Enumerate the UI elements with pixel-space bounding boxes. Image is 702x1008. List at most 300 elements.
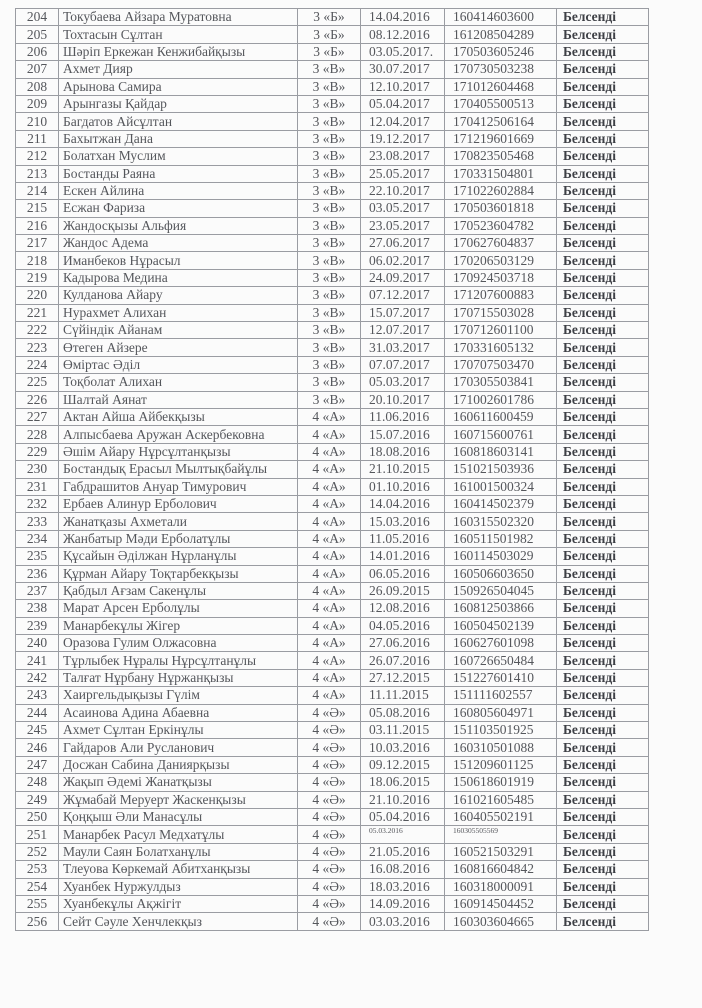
class-grade-cell: 3 «В» xyxy=(298,235,361,252)
student-table-body xyxy=(16,9,649,931)
student-name-cell: Арынгазы Қайдар xyxy=(59,95,298,112)
iin-number-cell: 160611600459 xyxy=(445,408,557,425)
class-grade-cell: 4 «А» xyxy=(298,635,361,652)
student-name-cell: Құсайын Әділжан Нұрланұлы xyxy=(59,548,298,565)
student-name-cell: Шәріп Еркежан Кенжибайқызы xyxy=(59,43,298,60)
status-cell: Белсенді xyxy=(557,95,649,112)
status-cell: Белсенді xyxy=(557,565,649,582)
iin-number-cell: 151103501925 xyxy=(445,722,557,739)
row-number-cell: 230 xyxy=(16,461,59,478)
student-name-cell: Бахытжан Дана xyxy=(59,130,298,147)
iin-number-cell: 170206503129 xyxy=(445,252,557,269)
student-name-cell: Жандосқызы Альфия xyxy=(59,217,298,234)
iin-number-cell: 160818603141 xyxy=(445,443,557,460)
class-grade-cell: 4 «Ә» xyxy=(298,913,361,930)
status-cell: Белсенді xyxy=(557,165,649,182)
status-cell: Белсенді xyxy=(557,26,649,43)
birth-date-cell: 20.10.2017 xyxy=(361,391,445,408)
class-grade-cell: 3 «Б» xyxy=(298,26,361,43)
row-number-cell: 213 xyxy=(16,165,59,182)
student-name-cell: Ескен Айлина xyxy=(59,182,298,199)
student-name-cell: Жанбатыр Мәди Ерболатұлы xyxy=(59,530,298,547)
status-cell: Белсенді xyxy=(557,808,649,825)
row-number-cell: 256 xyxy=(16,913,59,930)
row-number-cell: 231 xyxy=(16,478,59,495)
birth-date-cell: 12.10.2017 xyxy=(361,78,445,95)
class-grade-cell: 3 «В» xyxy=(298,252,361,269)
table-row xyxy=(16,287,649,304)
class-grade-cell: 4 «Ә» xyxy=(298,861,361,878)
iin-number-cell: 150618601919 xyxy=(445,774,557,791)
table-row xyxy=(16,322,649,339)
birth-date-cell: 14.09.2016 xyxy=(361,895,445,912)
class-grade-cell: 3 «В» xyxy=(298,61,361,78)
birth-date-cell: 08.12.2016 xyxy=(361,26,445,43)
iin-number-cell: 161001500324 xyxy=(445,478,557,495)
table-row xyxy=(16,826,649,843)
iin-number-cell: 160310501088 xyxy=(445,739,557,756)
row-number-cell: 252 xyxy=(16,843,59,860)
status-cell: Белсенді xyxy=(557,200,649,217)
status-cell: Белсенді xyxy=(557,878,649,895)
row-number-cell: 253 xyxy=(16,861,59,878)
status-cell: Белсенді xyxy=(557,461,649,478)
table-row xyxy=(16,408,649,425)
birth-date-cell: 15.07.2016 xyxy=(361,426,445,443)
birth-date-cell: 22.10.2017 xyxy=(361,182,445,199)
birth-date-cell: 19.12.2017 xyxy=(361,130,445,147)
birth-date-cell: 18.03.2016 xyxy=(361,878,445,895)
student-name-cell: Тоқболат Алихан xyxy=(59,374,298,391)
row-number-cell: 246 xyxy=(16,739,59,756)
iin-number-cell: 170503605246 xyxy=(445,43,557,60)
student-name-cell: Тұрлыбек Нұралы Нұрсұлтанұлы xyxy=(59,652,298,669)
status-cell: Белсенді xyxy=(557,495,649,512)
student-name-cell: Құрман Айару Тоқтарбекқызы xyxy=(59,565,298,582)
status-cell: Белсенді xyxy=(557,513,649,530)
iin-number-cell: 160405502191 xyxy=(445,808,557,825)
row-number-cell: 222 xyxy=(16,322,59,339)
class-grade-cell: 3 «В» xyxy=(298,182,361,199)
birth-date-cell: 05.04.2016 xyxy=(361,808,445,825)
iin-number-cell: 160114503029 xyxy=(445,548,557,565)
table-row xyxy=(16,582,649,599)
status-cell: Белсенді xyxy=(557,443,649,460)
student-name-cell: Жақып Әдемі Жанатқызы xyxy=(59,774,298,791)
row-number-cell: 211 xyxy=(16,130,59,147)
birth-date-cell: 05.03.2017 xyxy=(361,374,445,391)
student-name-cell: Арынова Самира xyxy=(59,78,298,95)
birth-date-cell: 07.12.2017 xyxy=(361,287,445,304)
class-grade-cell: 3 «В» xyxy=(298,78,361,95)
status-cell: Белсенді xyxy=(557,530,649,547)
status-cell: Белсенді xyxy=(557,704,649,721)
table-row xyxy=(16,9,649,26)
class-grade-cell: 3 «В» xyxy=(298,148,361,165)
row-number-cell: 219 xyxy=(16,269,59,286)
table-row xyxy=(16,130,649,147)
row-number-cell: 244 xyxy=(16,704,59,721)
student-name-cell: Талғат Нұрбану Нұржанқызы xyxy=(59,669,298,686)
table-row xyxy=(16,843,649,860)
iin-number-cell: 160816604842 xyxy=(445,861,557,878)
iin-number-cell: 160627601098 xyxy=(445,635,557,652)
iin-number-cell: 170305503841 xyxy=(445,374,557,391)
student-name-cell: Кадырова Медина xyxy=(59,269,298,286)
student-name-cell: Нурахмет Алихан xyxy=(59,304,298,321)
iin-number-cell: 160726650484 xyxy=(445,652,557,669)
class-grade-cell: 4 «А» xyxy=(298,565,361,582)
class-grade-cell: 4 «А» xyxy=(298,513,361,530)
student-name-cell: Тлеуова Көркемай Абитханқызы xyxy=(59,861,298,878)
class-grade-cell: 4 «Ә» xyxy=(298,808,361,825)
table-row xyxy=(16,687,649,704)
table-row xyxy=(16,374,649,391)
row-number-cell: 245 xyxy=(16,722,59,739)
status-cell: Белсенді xyxy=(557,408,649,425)
iin-number-cell: 160305505569 xyxy=(445,826,557,843)
student-name-cell: Жандос Адема xyxy=(59,235,298,252)
birth-date-cell: 10.03.2016 xyxy=(361,739,445,756)
iin-number-cell: 160303604665 xyxy=(445,913,557,930)
status-cell: Белсенді xyxy=(557,756,649,773)
birth-date-cell: 30.07.2017 xyxy=(361,61,445,78)
student-name-cell: Иманбеков Нұрасыл xyxy=(59,252,298,269)
status-cell: Белсенді xyxy=(557,217,649,234)
birth-date-cell: 11.06.2016 xyxy=(361,408,445,425)
class-grade-cell: 4 «Ә» xyxy=(298,704,361,721)
row-number-cell: 221 xyxy=(16,304,59,321)
table-row xyxy=(16,95,649,112)
student-name-cell: Манарбекұлы Жігер xyxy=(59,617,298,634)
row-number-cell: 227 xyxy=(16,408,59,425)
table-row xyxy=(16,43,649,60)
birth-date-cell: 27.06.2016 xyxy=(361,635,445,652)
class-grade-cell: 4 «А» xyxy=(298,617,361,634)
birth-date-cell: 26.07.2016 xyxy=(361,652,445,669)
status-cell: Белсенді xyxy=(557,130,649,147)
row-number-cell: 208 xyxy=(16,78,59,95)
student-name-cell: Хаиргельдықызы Гүлім xyxy=(59,687,298,704)
student-name-cell: Актан Айша Айбекқызы xyxy=(59,408,298,425)
table-row xyxy=(16,61,649,78)
birth-date-cell: 14.01.2016 xyxy=(361,548,445,565)
student-name-cell: Оразова Гулим Олжасовна xyxy=(59,635,298,652)
table-row xyxy=(16,26,649,43)
row-number-cell: 242 xyxy=(16,669,59,686)
iin-number-cell: 170627604837 xyxy=(445,235,557,252)
row-number-cell: 237 xyxy=(16,582,59,599)
row-number-cell: 216 xyxy=(16,217,59,234)
birth-date-cell: 25.05.2017 xyxy=(361,165,445,182)
class-grade-cell: 4 «Ә» xyxy=(298,722,361,739)
row-number-cell: 254 xyxy=(16,878,59,895)
student-name-cell: Ахмет Сұлтан Еркінұлы xyxy=(59,722,298,739)
table-row xyxy=(16,356,649,373)
class-grade-cell: 3 «В» xyxy=(298,217,361,234)
table-row xyxy=(16,774,649,791)
status-cell: Белсенді xyxy=(557,617,649,634)
class-grade-cell: 3 «Б» xyxy=(298,43,361,60)
class-grade-cell: 4 «А» xyxy=(298,461,361,478)
birth-date-cell: 15.03.2016 xyxy=(361,513,445,530)
table-row xyxy=(16,200,649,217)
birth-date-cell: 12.07.2017 xyxy=(361,322,445,339)
row-number-cell: 212 xyxy=(16,148,59,165)
iin-number-cell: 160521503291 xyxy=(445,843,557,860)
birth-date-cell: 03.05.2017 xyxy=(361,200,445,217)
student-name-cell: Кулданова Айару xyxy=(59,287,298,304)
birth-date-cell: 06.05.2016 xyxy=(361,565,445,582)
status-cell: Белсенді xyxy=(557,148,649,165)
row-number-cell: 233 xyxy=(16,513,59,530)
table-row xyxy=(16,548,649,565)
status-cell: Белсенді xyxy=(557,739,649,756)
iin-number-cell: 151021503936 xyxy=(445,461,557,478)
iin-number-cell: 160812503866 xyxy=(445,600,557,617)
status-cell: Белсенді xyxy=(557,722,649,739)
row-number-cell: 220 xyxy=(16,287,59,304)
class-grade-cell: 3 «В» xyxy=(298,165,361,182)
student-name-cell: Габдрашитов Ануар Тимурович xyxy=(59,478,298,495)
class-grade-cell: 4 «А» xyxy=(298,582,361,599)
table-row xyxy=(16,756,649,773)
status-cell: Белсенді xyxy=(557,304,649,321)
row-number-cell: 255 xyxy=(16,895,59,912)
table-row xyxy=(16,791,649,808)
class-grade-cell: 4 «Ә» xyxy=(298,774,361,791)
student-name-cell: Өміртас Әділ xyxy=(59,356,298,373)
iin-number-cell: 171207600883 xyxy=(445,287,557,304)
iin-number-cell: 160715600761 xyxy=(445,426,557,443)
table-row xyxy=(16,913,649,930)
row-number-cell: 206 xyxy=(16,43,59,60)
table-row xyxy=(16,565,649,582)
row-number-cell: 210 xyxy=(16,113,59,130)
student-name-cell: Манарбек Расул Медхатұлы xyxy=(59,826,298,843)
student-name-cell: Марат Арсен Ерболұлы xyxy=(59,600,298,617)
iin-number-cell: 171022602884 xyxy=(445,182,557,199)
birth-date-cell: 01.10.2016 xyxy=(361,478,445,495)
row-number-cell: 205 xyxy=(16,26,59,43)
status-cell: Белсенді xyxy=(557,791,649,808)
table-row xyxy=(16,722,649,739)
birth-date-cell: 14.04.2016 xyxy=(361,495,445,512)
table-row xyxy=(16,669,649,686)
status-cell: Белсенді xyxy=(557,895,649,912)
iin-number-cell: 170730503238 xyxy=(445,61,557,78)
birth-date-cell: 04.05.2016 xyxy=(361,617,445,634)
student-name-cell: Қабдыл Ағзам Сакенұлы xyxy=(59,582,298,599)
iin-number-cell: 171219601669 xyxy=(445,130,557,147)
row-number-cell: 215 xyxy=(16,200,59,217)
birth-date-cell: 11.05.2016 xyxy=(361,530,445,547)
class-grade-cell: 3 «В» xyxy=(298,304,361,321)
table-row xyxy=(16,861,649,878)
table-row xyxy=(16,478,649,495)
table-row xyxy=(16,878,649,895)
row-number-cell: 226 xyxy=(16,391,59,408)
row-number-cell: 218 xyxy=(16,252,59,269)
row-number-cell: 232 xyxy=(16,495,59,512)
row-number-cell: 204 xyxy=(16,9,59,26)
status-cell: Белсенді xyxy=(557,669,649,686)
class-grade-cell: 4 «Ә» xyxy=(298,826,361,843)
birth-date-cell: 05.04.2017 xyxy=(361,95,445,112)
student-name-cell: Бостандық Ерасыл Мылтықбайұлы xyxy=(59,461,298,478)
table-row xyxy=(16,443,649,460)
iin-number-cell: 151111602557 xyxy=(445,687,557,704)
row-number-cell: 234 xyxy=(16,530,59,547)
student-name-cell: Тохтасын Сұлтан xyxy=(59,26,298,43)
student-name-cell: Есжан Фариза xyxy=(59,200,298,217)
iin-number-cell: 151209601125 xyxy=(445,756,557,773)
birth-date-cell: 26.09.2015 xyxy=(361,582,445,599)
iin-number-cell: 160315502320 xyxy=(445,513,557,530)
class-grade-cell: 4 «А» xyxy=(298,652,361,669)
table-row xyxy=(16,182,649,199)
iin-number-cell: 161021605485 xyxy=(445,791,557,808)
birth-date-cell: 21.10.2016 xyxy=(361,791,445,808)
birth-date-cell: 03.11.2015 xyxy=(361,722,445,739)
student-name-cell: Ахмет Дияр xyxy=(59,61,298,78)
student-table xyxy=(15,8,649,931)
status-cell: Белсенді xyxy=(557,687,649,704)
class-grade-cell: 3 «Б» xyxy=(298,9,361,26)
status-cell: Белсенді xyxy=(557,478,649,495)
status-cell: Белсенді xyxy=(557,861,649,878)
class-grade-cell: 3 «В» xyxy=(298,287,361,304)
status-cell: Белсенді xyxy=(557,43,649,60)
iin-number-cell: 160318000091 xyxy=(445,878,557,895)
student-name-cell: Досжан Сабина Даниярқызы xyxy=(59,756,298,773)
iin-number-cell: 160914504452 xyxy=(445,895,557,912)
iin-number-cell: 170823505468 xyxy=(445,148,557,165)
table-row xyxy=(16,461,649,478)
class-grade-cell: 4 «Ә» xyxy=(298,895,361,912)
student-name-cell: Бостанды Раяна xyxy=(59,165,298,182)
iin-number-cell: 160504502139 xyxy=(445,617,557,634)
iin-number-cell: 170405500513 xyxy=(445,95,557,112)
row-number-cell: 239 xyxy=(16,617,59,634)
birth-date-cell: 05.03.2016 xyxy=(361,826,445,843)
iin-number-cell: 170503601818 xyxy=(445,200,557,217)
class-grade-cell: 4 «А» xyxy=(298,408,361,425)
table-row xyxy=(16,704,649,721)
class-grade-cell: 3 «В» xyxy=(298,322,361,339)
birth-date-cell: 06.02.2017 xyxy=(361,252,445,269)
class-grade-cell: 4 «А» xyxy=(298,600,361,617)
birth-date-cell: 21.10.2015 xyxy=(361,461,445,478)
row-number-cell: 243 xyxy=(16,687,59,704)
row-number-cell: 217 xyxy=(16,235,59,252)
class-grade-cell: 3 «В» xyxy=(298,200,361,217)
iin-number-cell: 160506603650 xyxy=(445,565,557,582)
birth-date-cell: 09.12.2015 xyxy=(361,756,445,773)
row-number-cell: 207 xyxy=(16,61,59,78)
class-grade-cell: 4 «Ә» xyxy=(298,843,361,860)
table-row xyxy=(16,426,649,443)
table-row xyxy=(16,217,649,234)
table-row xyxy=(16,530,649,547)
table-row xyxy=(16,617,649,634)
status-cell: Белсенді xyxy=(557,774,649,791)
student-name-cell: Сүйіндік Айанам xyxy=(59,322,298,339)
row-number-cell: 229 xyxy=(16,443,59,460)
birth-date-cell: 15.07.2017 xyxy=(361,304,445,321)
iin-number-cell: 170712601100 xyxy=(445,322,557,339)
class-grade-cell: 4 «А» xyxy=(298,687,361,704)
status-cell: Белсенді xyxy=(557,391,649,408)
birth-date-cell: 11.11.2015 xyxy=(361,687,445,704)
iin-number-cell: 170924503718 xyxy=(445,269,557,286)
birth-date-cell: 16.08.2016 xyxy=(361,861,445,878)
table-row xyxy=(16,339,649,356)
class-grade-cell: 4 «А» xyxy=(298,478,361,495)
status-cell: Белсенді xyxy=(557,426,649,443)
iin-number-cell: 150926504045 xyxy=(445,582,557,599)
table-row xyxy=(16,495,649,512)
birth-date-cell: 21.05.2016 xyxy=(361,843,445,860)
student-name-cell: Өтеген Айзере xyxy=(59,339,298,356)
student-name-cell: Сейт Сәуле Хенчлекқыз xyxy=(59,913,298,930)
iin-number-cell: 171012604468 xyxy=(445,78,557,95)
student-name-cell: Жұмабай Меруерт Жаскенқызы xyxy=(59,791,298,808)
table-row xyxy=(16,635,649,652)
row-number-cell: 209 xyxy=(16,95,59,112)
birth-date-cell: 31.03.2017 xyxy=(361,339,445,356)
birth-date-cell: 27.12.2015 xyxy=(361,669,445,686)
row-number-cell: 249 xyxy=(16,791,59,808)
status-cell: Белсенді xyxy=(557,356,649,373)
status-cell: Белсенді xyxy=(557,252,649,269)
student-name-cell: Гайдаров Али Русланович xyxy=(59,739,298,756)
class-grade-cell: 4 «Ә» xyxy=(298,739,361,756)
birth-date-cell: 27.06.2017 xyxy=(361,235,445,252)
class-grade-cell: 4 «А» xyxy=(298,426,361,443)
status-cell: Белсенді xyxy=(557,582,649,599)
iin-number-cell: 170331504801 xyxy=(445,165,557,182)
table-row xyxy=(16,808,649,825)
birth-date-cell: 03.03.2016 xyxy=(361,913,445,930)
student-name-cell: Багдатов Айсұлтан xyxy=(59,113,298,130)
student-name-cell: Маули Саян Болатханұлы xyxy=(59,843,298,860)
student-name-cell: Хуанбекұлы Ақжігіт xyxy=(59,895,298,912)
status-cell: Белсенді xyxy=(557,374,649,391)
class-grade-cell: 4 «Ә» xyxy=(298,791,361,808)
class-grade-cell: 4 «Ә» xyxy=(298,878,361,895)
row-number-cell: 250 xyxy=(16,808,59,825)
status-cell: Белсенді xyxy=(557,9,649,26)
row-number-cell: 241 xyxy=(16,652,59,669)
status-cell: Белсенді xyxy=(557,113,649,130)
class-grade-cell: 3 «В» xyxy=(298,374,361,391)
student-name-cell: Хуанбек Нуржулдыз xyxy=(59,878,298,895)
status-cell: Белсенді xyxy=(557,635,649,652)
status-cell: Белсенді xyxy=(557,269,649,286)
iin-number-cell: 160414603600 xyxy=(445,9,557,26)
row-number-cell: 236 xyxy=(16,565,59,582)
status-cell: Белсенді xyxy=(557,548,649,565)
row-number-cell: 228 xyxy=(16,426,59,443)
student-name-cell: Шалтай Аянат xyxy=(59,391,298,408)
iin-number-cell: 171002601786 xyxy=(445,391,557,408)
iin-number-cell: 170715503028 xyxy=(445,304,557,321)
iin-number-cell: 160511501982 xyxy=(445,530,557,547)
student-name-cell: Болатхан Муслим xyxy=(59,148,298,165)
class-grade-cell: 4 «А» xyxy=(298,530,361,547)
student-name-cell: Токубаева Айзара Муратовна xyxy=(59,9,298,26)
